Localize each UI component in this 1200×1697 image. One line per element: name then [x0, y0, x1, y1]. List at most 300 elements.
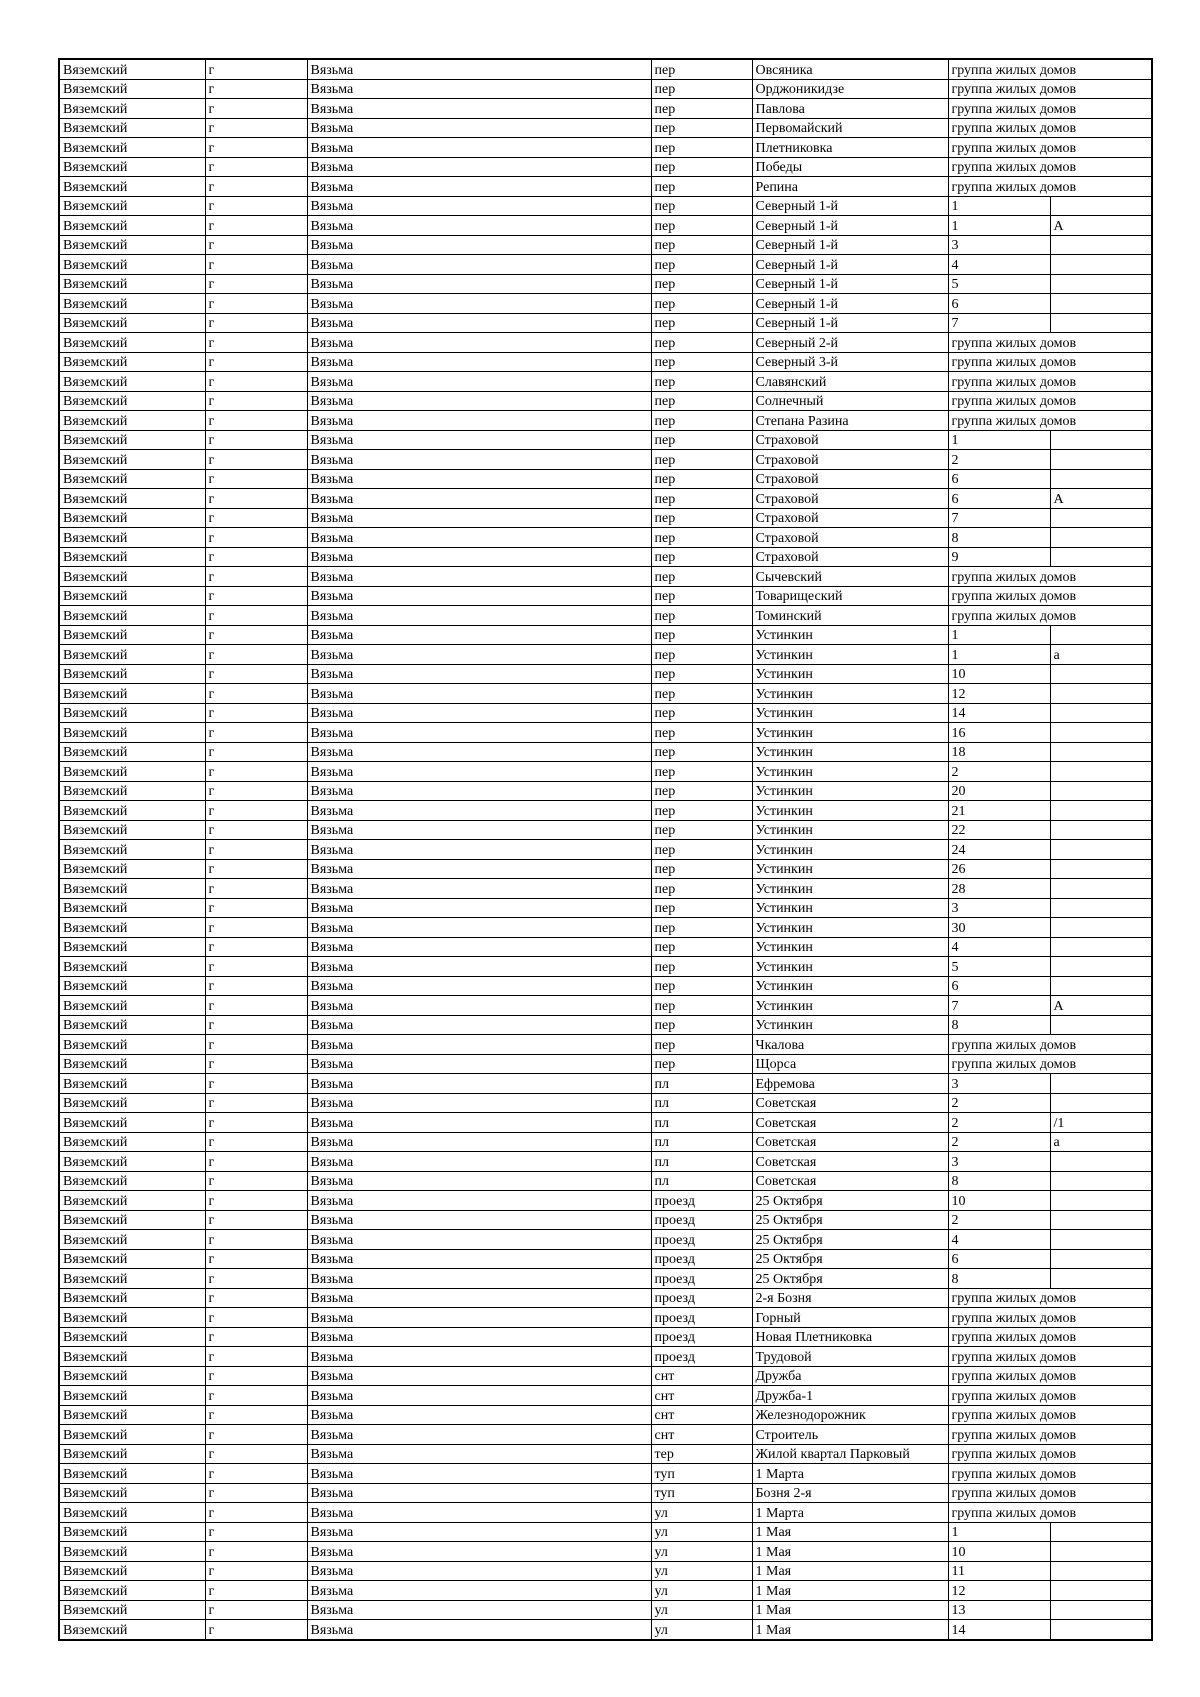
street-type-cell: туп: [651, 1464, 752, 1484]
table-row: [59, 1542, 1152, 1562]
street-type-cell: проезд: [651, 1269, 752, 1289]
house-cell: группа жилых домов: [948, 157, 1050, 177]
settlement-cell: Вязьма: [307, 781, 651, 801]
settlement-cell: Вязьма: [307, 586, 651, 606]
settlement-cell: Вязьма: [307, 879, 651, 899]
building-cell: [1050, 1249, 1152, 1269]
settlement-cell: Вязьма: [307, 1191, 651, 1211]
house-cell: 5: [948, 274, 1050, 294]
street-type-cell: пер: [651, 586, 752, 606]
settlement-type-cell: г: [205, 528, 307, 548]
house-cell: 13: [948, 1600, 1050, 1620]
settlement-cell: Вязьма: [307, 606, 651, 626]
house-cell: группа жилых домов: [948, 606, 1050, 626]
street-type-cell: пер: [651, 645, 752, 665]
settlement-cell: Вязьма: [307, 1327, 651, 1347]
street-cell: Павлова: [752, 99, 948, 119]
house-cell: 8: [948, 1015, 1050, 1035]
district-cell: Вяземский: [59, 508, 205, 528]
settlement-cell: Вязьма: [307, 567, 651, 587]
table-row: [59, 567, 1152, 587]
street-type-cell: пер: [651, 762, 752, 782]
table-row: [59, 1366, 1152, 1386]
table-row: [59, 157, 1152, 177]
district-cell: Вяземский: [59, 99, 205, 119]
street-cell: Страховой: [752, 489, 948, 509]
house-cell: 5: [948, 957, 1050, 977]
street-type-cell: пер: [651, 196, 752, 216]
street-type-cell: пер: [651, 742, 752, 762]
table-row: [59, 1327, 1152, 1347]
street-cell: Плетниковка: [752, 138, 948, 158]
street-cell: Устинкин: [752, 742, 948, 762]
house-cell: 24: [948, 840, 1050, 860]
building-cell: А: [1050, 489, 1152, 509]
house-cell: 7: [948, 996, 1050, 1016]
table-row: [59, 1230, 1152, 1250]
house-cell: группа жилых домов: [948, 1054, 1050, 1074]
street-cell: Страховой: [752, 450, 948, 470]
street-cell: Устинкин: [752, 801, 948, 821]
settlement-cell: Вязьма: [307, 762, 651, 782]
street-cell: Устинкин: [752, 703, 948, 723]
settlement-cell: Вязьма: [307, 898, 651, 918]
house-cell: 6: [948, 489, 1050, 509]
district-cell: Вяземский: [59, 1503, 205, 1523]
street-cell: Устинкин: [752, 937, 948, 957]
table-row: [59, 1386, 1152, 1406]
street-cell: Устинкин: [752, 625, 948, 645]
settlement-type-cell: г: [205, 1581, 307, 1601]
building-cell: а: [1050, 1132, 1152, 1152]
table-row: [59, 742, 1152, 762]
street-cell: Северный 1-й: [752, 235, 948, 255]
building-cell: [1050, 898, 1152, 918]
district-cell: Вяземский: [59, 1386, 205, 1406]
settlement-type-cell: г: [205, 1230, 307, 1250]
settlement-type-cell: г: [205, 1132, 307, 1152]
table-row: [59, 1113, 1152, 1133]
district-cell: Вяземский: [59, 742, 205, 762]
table-row: [59, 586, 1152, 606]
table-row: [59, 1503, 1152, 1523]
district-cell: Вяземский: [59, 528, 205, 548]
street-type-cell: пер: [651, 489, 752, 509]
district-cell: Вяземский: [59, 118, 205, 138]
house-cell: 7: [948, 313, 1050, 333]
settlement-cell: Вязьма: [307, 411, 651, 431]
settlement-type-cell: г: [205, 79, 307, 99]
district-cell: Вяземский: [59, 1113, 205, 1133]
district-cell: Вяземский: [59, 820, 205, 840]
street-cell: Северный 1-й: [752, 196, 948, 216]
table-row: [59, 469, 1152, 489]
table-row: [59, 255, 1152, 275]
settlement-type-cell: г: [205, 99, 307, 119]
table-row: [59, 235, 1152, 255]
street-cell: Устинкин: [752, 918, 948, 938]
settlement-cell: Вязьма: [307, 59, 651, 79]
table-row: [59, 411, 1152, 431]
table-row: [59, 1444, 1152, 1464]
street-cell: Устинкин: [752, 957, 948, 977]
house-cell: группа жилых домов: [948, 333, 1050, 353]
district-cell: Вяземский: [59, 703, 205, 723]
street-type-cell: пер: [651, 411, 752, 431]
settlement-cell: Вязьма: [307, 625, 651, 645]
building-cell: [1050, 820, 1152, 840]
street-cell: Северный 1-й: [752, 255, 948, 275]
district-cell: Вяземский: [59, 411, 205, 431]
settlement-cell: Вязьма: [307, 469, 651, 489]
settlement-cell: Вязьма: [307, 255, 651, 275]
street-type-cell: ул: [651, 1522, 752, 1542]
table-row: [59, 859, 1152, 879]
settlement-type-cell: г: [205, 1561, 307, 1581]
settlement-cell: Вязьма: [307, 645, 651, 665]
street-cell: 1 Мая: [752, 1600, 948, 1620]
building-cell: [1050, 235, 1152, 255]
building-cell: [1050, 313, 1152, 333]
district-cell: Вяземский: [59, 138, 205, 158]
table-row: [59, 138, 1152, 158]
house-cell: 26: [948, 859, 1050, 879]
building-cell: [1050, 1152, 1152, 1172]
settlement-type-cell: г: [205, 294, 307, 314]
building-cell: [1050, 1171, 1152, 1191]
settlement-type-cell: г: [205, 157, 307, 177]
street-cell: 1 Мая: [752, 1522, 948, 1542]
settlement-type-cell: г: [205, 1522, 307, 1542]
street-cell: Строитель: [752, 1425, 948, 1445]
street-type-cell: проезд: [651, 1191, 752, 1211]
building-cell: [1050, 1230, 1152, 1250]
street-cell: Трудовой: [752, 1347, 948, 1367]
table-row: [59, 1132, 1152, 1152]
street-type-cell: пл: [651, 1152, 752, 1172]
settlement-cell: Вязьма: [307, 723, 651, 743]
street-type-cell: пер: [651, 157, 752, 177]
settlement-cell: Вязьма: [307, 1542, 651, 1562]
street-cell: 25 Октября: [752, 1249, 948, 1269]
settlement-cell: Вязьма: [307, 196, 651, 216]
table-row: [59, 918, 1152, 938]
street-cell: Дружба-1: [752, 1386, 948, 1406]
street-cell: Жилой квартал Парковый: [752, 1444, 948, 1464]
street-type-cell: проезд: [651, 1230, 752, 1250]
house-cell: группа жилых домов: [948, 118, 1050, 138]
district-cell: Вяземский: [59, 1054, 205, 1074]
settlement-cell: Вязьма: [307, 528, 651, 548]
district-cell: Вяземский: [59, 1308, 205, 1328]
building-cell: [1050, 1093, 1152, 1113]
house-cell: группа жилых домов: [948, 1308, 1050, 1328]
street-cell: 1 Мая: [752, 1542, 948, 1562]
district-cell: Вяземский: [59, 1093, 205, 1113]
district-cell: Вяземский: [59, 723, 205, 743]
house-cell: 1: [948, 625, 1050, 645]
street-type-cell: пер: [651, 703, 752, 723]
address-table: [58, 58, 1153, 1641]
district-cell: Вяземский: [59, 1327, 205, 1347]
settlement-cell: Вязьма: [307, 1210, 651, 1230]
house-cell: 2: [948, 1093, 1050, 1113]
street-type-cell: пер: [651, 879, 752, 899]
street-type-cell: пер: [651, 996, 752, 1016]
street-type-cell: пер: [651, 313, 752, 333]
settlement-cell: Вязьма: [307, 177, 651, 197]
district-cell: Вяземский: [59, 1405, 205, 1425]
settlement-cell: Вязьма: [307, 1464, 651, 1484]
street-type-cell: снт: [651, 1405, 752, 1425]
table-row: [59, 1152, 1152, 1172]
house-cell: группа жилых домов: [948, 352, 1050, 372]
street-type-cell: пер: [651, 391, 752, 411]
house-cell: 10: [948, 1191, 1050, 1211]
table-row: [59, 1483, 1152, 1503]
settlement-cell: Вязьма: [307, 840, 651, 860]
house-cell: 4: [948, 255, 1050, 275]
district-cell: Вяземский: [59, 1269, 205, 1289]
settlement-type-cell: г: [205, 1425, 307, 1445]
settlement-cell: Вязьма: [307, 1522, 651, 1542]
table-row: [59, 1522, 1152, 1542]
district-cell: Вяземский: [59, 781, 205, 801]
street-type-cell: пер: [651, 138, 752, 158]
table-row: [59, 1288, 1152, 1308]
table-row: [59, 430, 1152, 450]
settlement-cell: Вязьма: [307, 1230, 651, 1250]
settlement-type-cell: г: [205, 430, 307, 450]
settlement-type-cell: г: [205, 411, 307, 431]
settlement-type-cell: г: [205, 1483, 307, 1503]
settlement-cell: Вязьма: [307, 450, 651, 470]
building-cell: [1050, 196, 1152, 216]
table-row: [59, 606, 1152, 626]
settlement-type-cell: г: [205, 235, 307, 255]
district-cell: Вяземский: [59, 1132, 205, 1152]
street-type-cell: проезд: [651, 1288, 752, 1308]
district-cell: Вяземский: [59, 918, 205, 938]
street-type-cell: пл: [651, 1171, 752, 1191]
settlement-cell: Вязьма: [307, 391, 651, 411]
building-cell: [1050, 840, 1152, 860]
settlement-cell: Вязьма: [307, 1483, 651, 1503]
street-type-cell: пер: [651, 840, 752, 860]
settlement-type-cell: г: [205, 1366, 307, 1386]
street-cell: Овсяника: [752, 59, 948, 79]
street-cell: Горный: [752, 1308, 948, 1328]
house-cell: 6: [948, 294, 1050, 314]
street-cell: Страховой: [752, 547, 948, 567]
settlement-type-cell: г: [205, 1405, 307, 1425]
settlement-type-cell: г: [205, 1327, 307, 1347]
settlement-type-cell: г: [205, 274, 307, 294]
district-cell: Вяземский: [59, 79, 205, 99]
settlement-type-cell: г: [205, 450, 307, 470]
settlement-type-cell: г: [205, 684, 307, 704]
street-cell: Устинкин: [752, 840, 948, 860]
building-cell: [1050, 430, 1152, 450]
district-cell: Вяземский: [59, 274, 205, 294]
district-cell: Вяземский: [59, 1230, 205, 1250]
table-row: [59, 664, 1152, 684]
table-row: [59, 879, 1152, 899]
street-cell: 25 Октября: [752, 1230, 948, 1250]
street-type-cell: снт: [651, 1425, 752, 1445]
house-cell: группа жилых домов: [948, 1464, 1050, 1484]
house-cell: 20: [948, 781, 1050, 801]
street-type-cell: проезд: [651, 1308, 752, 1328]
settlement-type-cell: г: [205, 820, 307, 840]
house-cell: 12: [948, 684, 1050, 704]
settlement-type-cell: г: [205, 1113, 307, 1133]
district-cell: Вяземский: [59, 1483, 205, 1503]
district-cell: Вяземский: [59, 664, 205, 684]
settlement-type-cell: г: [205, 469, 307, 489]
street-type-cell: туп: [651, 1483, 752, 1503]
district-cell: Вяземский: [59, 255, 205, 275]
district-cell: Вяземский: [59, 235, 205, 255]
house-cell: 6: [948, 469, 1050, 489]
street-type-cell: пер: [651, 684, 752, 704]
settlement-type-cell: г: [205, 1542, 307, 1562]
building-cell: [1050, 1210, 1152, 1230]
building-cell: [1050, 274, 1152, 294]
street-type-cell: пер: [651, 333, 752, 353]
settlement-cell: Вязьма: [307, 1269, 651, 1289]
street-cell: Степана Разина: [752, 411, 948, 431]
settlement-type-cell: г: [205, 138, 307, 158]
table-row: [59, 645, 1152, 665]
table-row: [59, 801, 1152, 821]
settlement-cell: Вязьма: [307, 216, 651, 236]
street-type-cell: пл: [651, 1074, 752, 1094]
house-cell: группа жилых домов: [948, 1347, 1050, 1367]
settlement-type-cell: г: [205, 801, 307, 821]
district-cell: Вяземский: [59, 606, 205, 626]
street-cell: Страховой: [752, 469, 948, 489]
settlement-cell: Вязьма: [307, 996, 651, 1016]
house-cell: группа жилых домов: [948, 1425, 1050, 1445]
street-type-cell: ул: [651, 1561, 752, 1581]
house-cell: 30: [948, 918, 1050, 938]
settlement-cell: Вязьма: [307, 489, 651, 509]
settlement-cell: Вязьма: [307, 430, 651, 450]
settlement-type-cell: г: [205, 1386, 307, 1406]
table-row: [59, 1210, 1152, 1230]
street-cell: Новая Плетниковка: [752, 1327, 948, 1347]
table-row: [59, 1347, 1152, 1367]
settlement-type-cell: г: [205, 1015, 307, 1035]
table-row: [59, 1035, 1152, 1055]
building-cell: А: [1050, 996, 1152, 1016]
street-type-cell: ул: [651, 1600, 752, 1620]
district-cell: Вяземский: [59, 976, 205, 996]
table-row: [59, 333, 1152, 353]
house-cell: 2: [948, 450, 1050, 470]
street-type-cell: проезд: [651, 1210, 752, 1230]
table-row: [59, 1425, 1152, 1445]
street-type-cell: пер: [651, 567, 752, 587]
building-cell: [1050, 1581, 1152, 1601]
house-cell: группа жилых домов: [948, 1405, 1050, 1425]
district-cell: Вяземский: [59, 1464, 205, 1484]
street-cell: Советская: [752, 1113, 948, 1133]
house-cell: 2: [948, 762, 1050, 782]
settlement-type-cell: г: [205, 781, 307, 801]
settlement-type-cell: г: [205, 937, 307, 957]
street-type-cell: проезд: [651, 1327, 752, 1347]
street-type-cell: пер: [651, 99, 752, 119]
district-cell: Вяземский: [59, 840, 205, 860]
table-row: [59, 820, 1152, 840]
settlement-type-cell: г: [205, 742, 307, 762]
house-cell: группа жилых домов: [948, 99, 1050, 119]
table-row: [59, 840, 1152, 860]
table-row: [59, 352, 1152, 372]
district-cell: Вяземский: [59, 333, 205, 353]
settlement-type-cell: г: [205, 567, 307, 587]
street-cell: 1 Мая: [752, 1561, 948, 1581]
table-row: [59, 1191, 1152, 1211]
street-cell: 25 Октября: [752, 1191, 948, 1211]
street-type-cell: пер: [651, 898, 752, 918]
street-type-cell: пер: [651, 59, 752, 79]
house-cell: группа жилых домов: [948, 411, 1050, 431]
building-cell: [1050, 1561, 1152, 1581]
table-row: [59, 684, 1152, 704]
street-cell: Советская: [752, 1093, 948, 1113]
house-cell: 10: [948, 1542, 1050, 1562]
street-cell: Устинкин: [752, 879, 948, 899]
district-cell: Вяземский: [59, 1425, 205, 1445]
settlement-type-cell: г: [205, 918, 307, 938]
house-cell: 11: [948, 1561, 1050, 1581]
street-type-cell: пер: [651, 1054, 752, 1074]
settlement-cell: Вязьма: [307, 235, 651, 255]
street-type-cell: пер: [651, 937, 752, 957]
house-cell: 16: [948, 723, 1050, 743]
building-cell: [1050, 625, 1152, 645]
settlement-type-cell: г: [205, 255, 307, 275]
settlement-cell: Вязьма: [307, 1171, 651, 1191]
district-cell: Вяземский: [59, 1542, 205, 1562]
building-cell: А: [1050, 216, 1152, 236]
district-cell: Вяземский: [59, 859, 205, 879]
street-cell: Солнечный: [752, 391, 948, 411]
street-cell: Северный 1-й: [752, 216, 948, 236]
building-cell: [1050, 859, 1152, 879]
house-cell: 9: [948, 547, 1050, 567]
house-cell: группа жилых домов: [948, 1366, 1050, 1386]
house-cell: 4: [948, 937, 1050, 957]
table-row: [59, 79, 1152, 99]
house-cell: 4: [948, 1230, 1050, 1250]
settlement-cell: Вязьма: [307, 1444, 651, 1464]
settlement-type-cell: г: [205, 547, 307, 567]
street-cell: Северный 1-й: [752, 274, 948, 294]
district-cell: Вяземский: [59, 196, 205, 216]
street-cell: Дружба: [752, 1366, 948, 1386]
street-cell: Устинкин: [752, 781, 948, 801]
street-cell: Сычевский: [752, 567, 948, 587]
house-cell: 3: [948, 235, 1050, 255]
table-row: [59, 1600, 1152, 1620]
district-cell: Вяземский: [59, 1347, 205, 1367]
street-type-cell: пер: [651, 820, 752, 840]
district-cell: Вяземский: [59, 1600, 205, 1620]
